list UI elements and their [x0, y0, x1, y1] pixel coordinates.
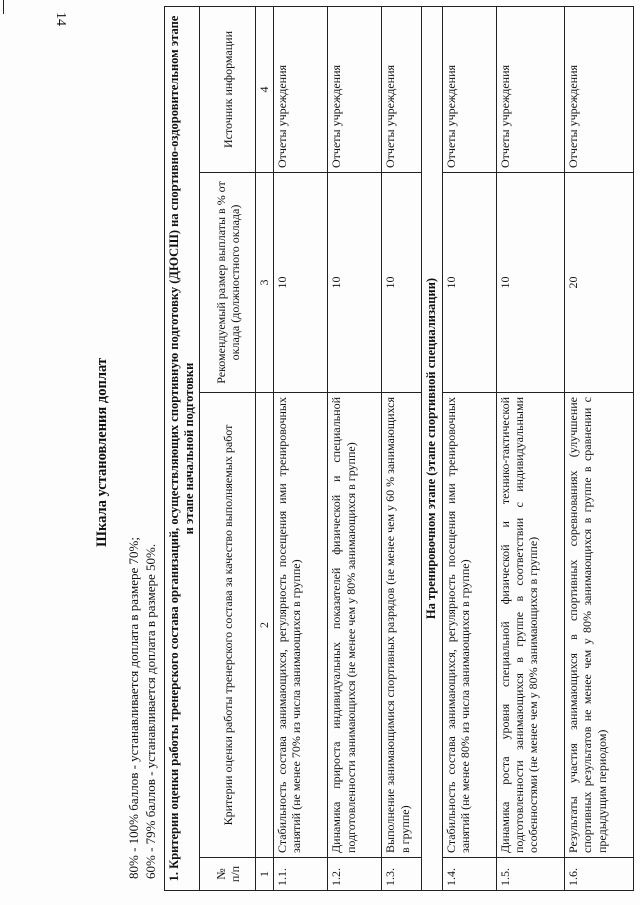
- header-criteria: Критерии оценки работы тренерского состава за качество выполняемых работ: [200, 393, 256, 858]
- section-1-row: [165, 7, 200, 891]
- row-criteria: Динамика роста уровня специальной физической и технико-тактической подготовленности занимающихся в группе в соответствии с индивидуальными особенностями (не менее чем у 80% занимающихся в группе): [496, 393, 565, 858]
- criteria-table: [164, 6, 634, 891]
- row-value: 10: [442, 173, 496, 393]
- row-value: 10: [328, 173, 382, 393]
- row-num: 1.1.: [274, 858, 328, 891]
- table-row: [382, 7, 422, 891]
- row-criteria: Выполнение занимающимися спортивных разрядов (не менее чем у 60 % занимающихся в группе): [382, 393, 422, 858]
- table-row: [565, 7, 634, 891]
- row-criteria: Динамика прироста индивидуальных показателей физической и специальной подготовленности занимающихся (не менее чем у 80% занимающихся в группе): [328, 393, 382, 858]
- note-1: 80% - 100% баллов - устанавливается доплата в размере 70%;: [126, 537, 141, 879]
- row-num: 1.6.: [565, 858, 634, 891]
- row-source: Отчеты учреждения: [496, 7, 565, 173]
- note-2: 60% - 79% баллов - устанавливается доплата в размере 50%.: [143, 543, 158, 879]
- header-num: № п/п: [200, 858, 256, 891]
- row-value: 10: [274, 173, 328, 393]
- col-num-4: 4: [256, 7, 274, 173]
- row-source: Отчеты учреждения: [274, 7, 328, 173]
- section-2-title: На тренировочном этапе (этапе спортивной специализации): [421, 7, 442, 891]
- row-value: 20: [565, 173, 634, 393]
- page-title: Шкала установления доплат: [94, 358, 110, 547]
- section-2-row: [421, 7, 442, 891]
- header-rate: Рекомендуемый размер выплаты в % от оклада (должностного оклада): [200, 173, 256, 393]
- table-row: [328, 7, 382, 891]
- section-1-title: 1. Критерии оценки работы тренерского состава организаций, осуществляющих спортивную подготовку (ДЮСШ) на спортивно-оздоровительном этапе и этапе начальной подготовки: [165, 7, 200, 891]
- row-criteria: Стабильность состава занимающихся, регулярность посещения ими тренировочных занятий (не менее 80% из числа занимающихся в группе): [442, 393, 496, 858]
- row-num: 1.3.: [382, 858, 422, 891]
- row-value: 10: [496, 173, 565, 393]
- page-number: 14: [53, 12, 68, 26]
- table-row: [496, 7, 565, 891]
- scan-mark: [3, 0, 4, 14]
- header-source: Источник информации: [200, 7, 256, 173]
- row-num: 1.2.: [328, 858, 382, 891]
- row-criteria: Стабильность состава занимающихся, регулярность посещения ими тренировочных занятий (не менее 70% из числа занимающихся в группе): [274, 393, 328, 858]
- header-numbers-row: [256, 7, 274, 891]
- row-value: 10: [382, 173, 422, 393]
- row-source: Отчеты учреждения: [328, 7, 382, 173]
- table-row: [442, 7, 496, 891]
- row-source: Отчеты учреждения: [382, 7, 422, 173]
- row-num: 1.5.: [496, 858, 565, 891]
- header-row: [200, 7, 256, 891]
- col-num-3: 3: [256, 173, 274, 393]
- row-source: Отчеты учреждения: [565, 7, 634, 173]
- row-criteria: Результаты участия занимающихся в спортивных соревнованиях (улучшение спортивных результатов не менее чем у 80% занимающихся в группе в сравнении с предыдущим периодом): [565, 393, 634, 858]
- col-num-2: 2: [256, 393, 274, 858]
- col-num-1: 1: [256, 858, 274, 891]
- table-row: [274, 7, 328, 891]
- rotated-page: [86, 0, 640, 905]
- row-source: Отчеты учреждения: [442, 7, 496, 173]
- row-num: 1.4.: [442, 858, 496, 891]
